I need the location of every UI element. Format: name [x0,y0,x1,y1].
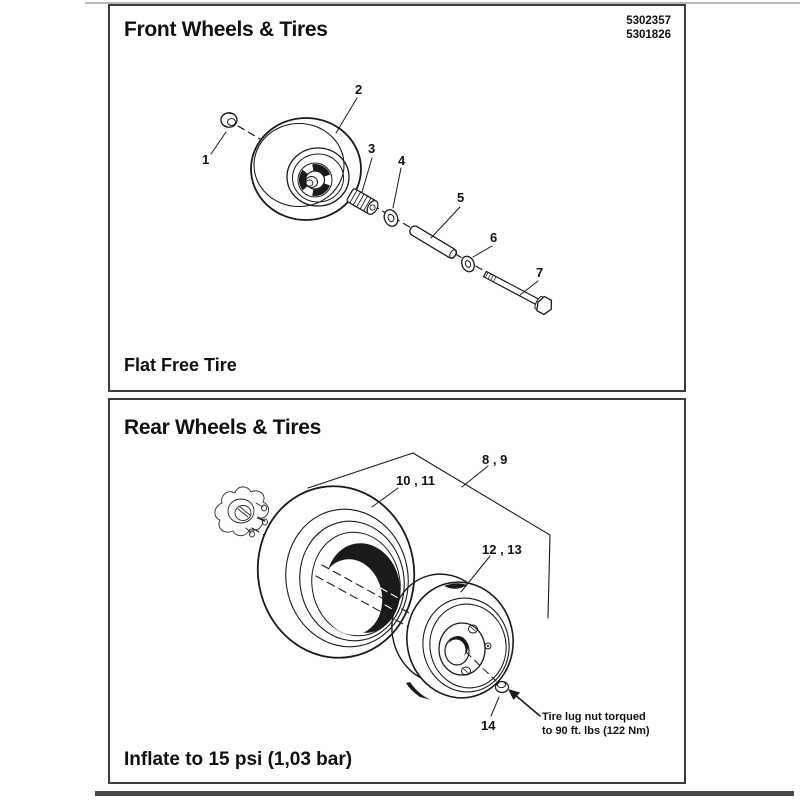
callout-6: 6 [490,230,498,245]
scan-artifact-bottom [95,791,794,796]
rear-tire-drawing [244,474,427,670]
callout-5: 5 [457,190,465,205]
callout-12-13: 12 , 13 [482,542,522,557]
torque-arrow [508,689,540,716]
rear-panel-title: Rear Wheels & Tires [124,416,321,439]
front-washer-b-drawing [459,254,476,273]
front-nut-drawing [221,113,237,127]
front-exploded-diagram [110,6,684,390]
callout-2: 2 [355,82,363,97]
rear-wheels-panel [108,398,686,784]
front-panel-note: Flat Free Tire [124,355,237,375]
callout-4: 4 [398,153,406,168]
doc-number-1: 5302357 [626,15,671,27]
lug-nut-drawing [496,681,509,692]
rear-axle-hub-drawing [215,487,269,537]
front-spacer-tube-drawing [408,224,458,260]
front-axle-bolt-drawing [481,267,555,316]
front-washer-a-drawing [382,208,400,229]
rear-panel-note: Inflate to 15 psi (1,03 bar) [124,749,353,770]
torque-note-line1: Tire lug nut torqued [542,711,646,723]
front-wheels-panel [108,4,686,392]
torque-note-line2: to 90 ft. lbs (122 Nm) [542,725,650,737]
callout-10-11: 10 , 11 [396,473,436,488]
front-panel-title: Front Wheels & Tires [124,18,328,41]
doc-number-2: 5301826 [626,28,671,41]
callout-3: 3 [368,141,376,156]
callout-8-9: 8 , 9 [482,452,508,467]
front-bushing-drawing [346,188,380,216]
front-wheel-tire-drawing [251,118,361,220]
torque-note [542,710,650,738]
callout-1: 1 [202,152,210,167]
callout-14: 14 [481,718,496,733]
callout-7: 7 [536,265,544,280]
